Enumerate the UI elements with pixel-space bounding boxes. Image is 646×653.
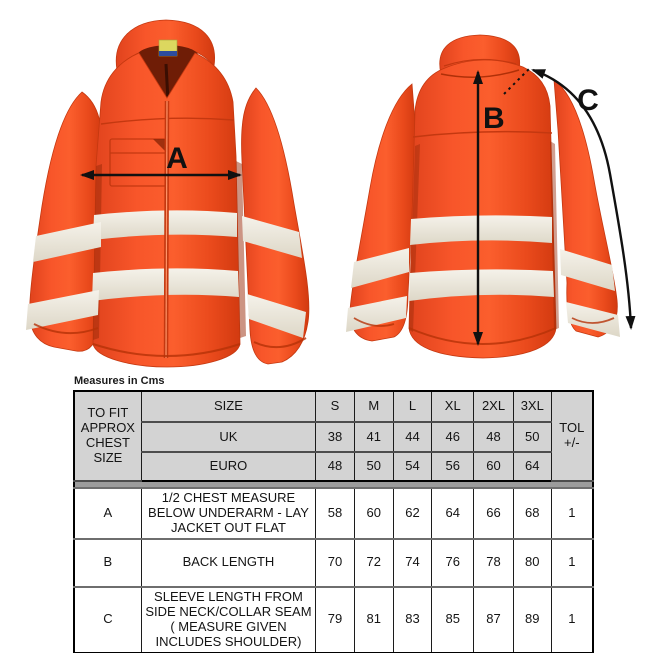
measurement-value-cell: 60 xyxy=(354,488,393,539)
size-table-block xyxy=(73,375,594,653)
uk-size-cell: 41 xyxy=(354,422,393,452)
tolerance-header: TOL +/- xyxy=(551,391,593,481)
measurements-table xyxy=(73,487,594,653)
euro-size-cell: 50 xyxy=(354,452,393,481)
euro-size-cell: 48 xyxy=(316,452,355,481)
measures-note: Measures in Cms xyxy=(74,375,165,387)
measurement-value-cell: 70 xyxy=(316,539,355,587)
measurement-value-cell: 74 xyxy=(393,539,432,587)
measurement-value-cell: 80 xyxy=(513,539,551,587)
uk-size-cell: 46 xyxy=(432,422,474,452)
measurement-value-cell: 78 xyxy=(474,539,514,587)
measure-label-c: C xyxy=(577,84,599,117)
uk-size-cell: 50 xyxy=(513,422,551,452)
measurement-value-cell: 76 xyxy=(432,539,474,587)
measurement-value-cell: 66 xyxy=(474,488,514,539)
euro-size-cell: 54 xyxy=(393,452,432,481)
measure-description: BACK LENGTH xyxy=(141,539,315,587)
uk-size-cell: 38 xyxy=(316,422,355,452)
tolerance-value-cell: 1 xyxy=(551,587,593,653)
measure-label-b: B xyxy=(483,102,505,135)
measurement-value-cell: 58 xyxy=(316,488,355,539)
header-row-label: EURO xyxy=(141,452,315,481)
measurement-value-cell: 64 xyxy=(432,488,474,539)
measurement-value-cell: 81 xyxy=(354,587,393,653)
size-col-header: S xyxy=(316,391,355,422)
measure-code: B xyxy=(74,539,141,587)
size-col-header: 3XL xyxy=(513,391,551,422)
measurement-value-cell: 62 xyxy=(393,488,432,539)
size-header-table xyxy=(73,390,594,482)
front-jacket-graphic xyxy=(26,20,309,367)
jacket-back-photo xyxy=(330,6,646,376)
header-row-label: SIZE xyxy=(141,391,315,422)
uk-size-cell: 48 xyxy=(474,422,514,452)
measure-code: C xyxy=(74,587,141,653)
table-row xyxy=(74,539,593,587)
header-row-label: UK xyxy=(141,422,315,452)
measure-code: A xyxy=(74,488,141,539)
measurement-value-cell: 79 xyxy=(316,587,355,653)
front-zipper xyxy=(166,101,167,358)
measurement-value-cell: 85 xyxy=(432,587,474,653)
euro-size-cell: 60 xyxy=(474,452,514,481)
measurement-value-cell: 68 xyxy=(513,488,551,539)
size-col-header: M xyxy=(354,391,393,422)
size-col-header: L xyxy=(393,391,432,422)
size-col-header: 2XL xyxy=(474,391,514,422)
size-col-header: XL xyxy=(432,391,474,422)
euro-size-cell: 56 xyxy=(432,452,474,481)
table-row xyxy=(74,488,593,539)
measurement-value-cell: 89 xyxy=(513,587,551,653)
measurement-value-cell: 72 xyxy=(354,539,393,587)
corner-header: TO FIT APPROX CHEST SIZE xyxy=(74,391,141,481)
uk-size-cell: 44 xyxy=(393,422,432,452)
tolerance-value-cell: 1 xyxy=(551,539,593,587)
jacket-front-photo xyxy=(14,6,324,376)
measure-description: 1/2 CHEST MEASURE BELOW UNDERARM - LAY JACKET OUT FLAT xyxy=(141,488,315,539)
measurement-value-cell: 83 xyxy=(393,587,432,653)
measure-label-a: A xyxy=(166,142,188,175)
measure-description: SLEEVE LENGTH FROM SIDE NECK/COLLAR SEAM ( MEASURE GIVEN INCLUDES SHOULDER) xyxy=(141,587,315,653)
table-row xyxy=(74,587,593,653)
tolerance-value-cell: 1 xyxy=(551,488,593,539)
euro-size-cell: 64 xyxy=(513,452,551,481)
back-right-sleeve xyxy=(554,80,617,337)
collar-brand-label xyxy=(159,40,177,56)
measurement-value-cell: 87 xyxy=(474,587,514,653)
